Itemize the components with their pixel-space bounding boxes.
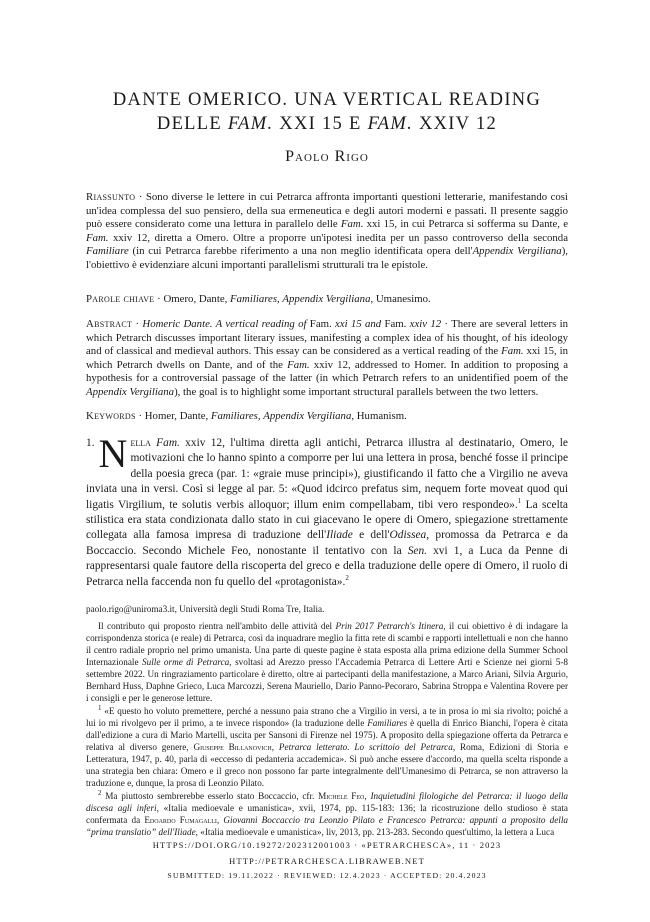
note-author: Edoardo Fumagalli bbox=[144, 815, 217, 825]
keywords-block bbox=[86, 410, 568, 424]
section-number: 1. bbox=[86, 437, 95, 449]
abstract-block bbox=[86, 318, 568, 399]
abstract-italic: xxiv 12 bbox=[409, 318, 442, 330]
body-run: e dell' bbox=[352, 529, 390, 542]
riassunto-text: · Sono diverse le lettere in cui Petrarca affronta importanti questioni letterarie, manifestando così un'idea complessa del suo pensiero, della sua ermeneutica e degli autori moderni e passati. Il presente saggio può essere considerato come una lettura in parallelo delle bbox=[86, 191, 568, 230]
riassunto-label: Riassunto bbox=[86, 191, 136, 203]
body-run: xvi 1, a Luca da Penne di rappresentarsi quale fautore della riscoperta del greco e della traduzione delle opere di Omero, il ruolo di Petrarca nella faccenda non fu quello del «protagonista». bbox=[86, 544, 568, 588]
abstract-text: · There are several letters in which Petrarch discusses important literary issues, manifesting a complex idea of his thought, of his ideology and of classical and medieval authors. This essay can be considered as a vertical reading of the bbox=[86, 318, 568, 357]
abstract-italic: Appendix Vergiliana bbox=[86, 385, 175, 398]
abstract-italic: Fam. bbox=[287, 358, 310, 371]
footnote-number: 1 bbox=[98, 703, 102, 712]
abstract-text: xxiv 12, addressed to Homer. In addition to proposing a hypothesis for a controversial passage of the latter (in which Petrarch refers to an unidentified poem of the bbox=[86, 358, 568, 384]
title-italic: FAM. bbox=[227, 114, 274, 134]
note-italic: Sulle orme di Petrarca bbox=[142, 657, 230, 667]
journal-url: HTTP://PETRARCHESCA.LIBRAWEB.NET bbox=[229, 856, 425, 866]
doi-line: HTTPS://DOI.ORG/10.19272/202312001003 · «PETRARCHESCA», 11 · 2023 bbox=[152, 840, 502, 850]
note-text: , bbox=[364, 791, 371, 801]
abstract-text: xxi 15, in which Petrarch dwells on Dante, and of the bbox=[86, 345, 568, 371]
title-text: DELLE bbox=[156, 114, 228, 134]
abstract-text: Fam. bbox=[306, 318, 335, 330]
submission-dates: SUBMITTED: 19.11.2022 · REVIEWED: 12.4.2023 · ACCEPTED: 20.4.2023 bbox=[167, 871, 487, 880]
keywords-label: Keywords bbox=[86, 410, 136, 422]
note-text: , «Italia medioevale e umanistica», xvii, 1974, pp. 115-183: 136; la ricostruzione dello studioso è stata confermata da bbox=[86, 803, 568, 825]
riassunto-italic: Appendix Vergiliana bbox=[472, 245, 562, 257]
riassunto-text: ), l'obiettivo è evidenziare alcuni importanti parallelismi strutturali tra le epistole. bbox=[86, 245, 568, 271]
footnote-2 bbox=[86, 790, 568, 838]
body-italic: Iliade bbox=[326, 529, 353, 542]
note-text: , Roma, Edizioni di Storia e Letteratura, 1947, p. 40, parla di «eccesso di pedanteria accademica». Si può anche essere d'accordo, ma quella scelta risponde a una strategia ben chiara: Omero e il greco non possono far parte integralmente dell'Umanesimo di Petrarca, se non attraverso la traduzione e, dunque, la prosa di Leonzio Pilato. bbox=[86, 742, 569, 788]
body-lead: ella bbox=[130, 437, 151, 449]
parole-italic: Familiares bbox=[230, 293, 278, 305]
footnote-ref: 1 bbox=[517, 496, 522, 505]
note-text: , bbox=[216, 815, 224, 825]
abstract-label: Abstract bbox=[86, 318, 133, 330]
footnote-ref: 2 bbox=[345, 573, 349, 582]
note-author: Michele Feo bbox=[318, 791, 365, 801]
abstract-text: ), the goal is to highlight some important structural parallels between the two letters. bbox=[174, 385, 539, 398]
abstract-italic: xxi 15 and bbox=[335, 318, 382, 330]
keywords-text: · Homer, Dante, bbox=[135, 410, 211, 422]
note-italic: Familiares bbox=[367, 718, 408, 728]
note-italic: Prin 2017 Petrarch's Itinera bbox=[335, 621, 444, 631]
parole-chiave-block bbox=[86, 293, 568, 307]
keywords-text: , Humanism. bbox=[351, 410, 407, 422]
parole-italic: Appendix Vergiliana bbox=[282, 293, 371, 305]
riassunto-block bbox=[86, 191, 568, 272]
title-italic: FAM. bbox=[367, 114, 414, 134]
riassunto-italic: Familiare bbox=[86, 245, 129, 257]
parole-label: Parole chiave bbox=[86, 293, 155, 305]
body-text bbox=[86, 431, 568, 590]
footnotes bbox=[86, 603, 568, 839]
body-run: xxiv 12, l'ultima diretta agli antichi, Petrarca illustra al destinatario, Omero, le motivazioni che lo hanno spinto a comporre per lui una lettera in prosa, benché fosse il principe della poesia greca (par. 1: «graie muse principi»), giustificando il fatto che a Virgilio ne aveva inviata una in versi. Così si legge al par. 5: «Quod idcirco prefatus sim, nequem forte moveat quod qui ligatis Virgilium, te solutis verbis alloquor; illum enim compellabam, tibi vero respondeo». bbox=[86, 437, 568, 511]
title-line-2 bbox=[86, 112, 568, 136]
drop-cap: N bbox=[98, 431, 128, 476]
title-text: XXIV 12 bbox=[413, 114, 498, 134]
abstract-text: · bbox=[132, 318, 143, 330]
body-paragraph bbox=[86, 431, 568, 590]
note-italic: Petrarca letterato. Lo scrittoio del Petrarca bbox=[278, 742, 453, 752]
parole-text: , Umanesimo. bbox=[370, 293, 431, 305]
note-author: Giuseppe Billanovich bbox=[193, 742, 272, 752]
riassunto-text: (in cui Petrarca farebbe riferimento a una non meglio identificata opera dell' bbox=[128, 245, 473, 257]
parole-text: , bbox=[277, 293, 283, 305]
note-text: Ma piuttosto sembrerebbe esserlo stato Boccaccio, cfr. bbox=[101, 791, 319, 801]
note-text: «E questo ho voluto premettere, perché a nessuno paia strano che a Virgilio in versi, a te in prosa io mi sia rivolto; poiché a lui io mi rivolgevo per il primo, a te invece rispondo» (la traduzione delle bbox=[86, 706, 568, 728]
note-text: , il cui obiettivo è di indagare la corrispondenza storica (e reale) di Petrarca, così da inquadrare meglio la fitta rete di scambi e rapporti intellettuali e non che hanno il centro radiale proprio nel primo umanista. Una parte di queste pagine è stata esposta alla prima edizione della Summer School Internazionale bbox=[86, 621, 568, 667]
title-line-1: DANTE OMERICO. UNA VERTICAL READING bbox=[112, 90, 542, 110]
riassunto-italic: Fam. bbox=[86, 231, 109, 244]
body-italic: Sen. bbox=[407, 544, 428, 557]
note-text: , svoltasi ad Arezzo presso l'Accademia Petrarca di Lettere Arti e Scienze nei giorni 5-8 settembre 2022. Un ringraziamento particolare è diretto, oltre ai partecipanti della manifestazione, a Marco Ariani, Silvia Argurio, Bernhard Huss, Daphne Grieco, Luca Marcozzi, Serena Mauriello, Dario Panno-Pecoraro, Sabrina Stroppa e Valentina Rovere per i consigli e per le generose letture. bbox=[86, 657, 568, 703]
note-text: Il contributo qui proposto rientra nell'ambito delle attività del bbox=[98, 621, 336, 631]
article-title bbox=[86, 88, 568, 136]
riassunto-italic: Fam. bbox=[340, 218, 364, 230]
note-text: , «Italia medioevale e umanistica», liv, 2013, pp. 213-283. Secondo quest'ultimo, la lettera a Luca bbox=[195, 827, 555, 837]
abstract-italic: Fam. bbox=[501, 345, 524, 357]
body-run: , promossa da Petrarca e da Boccaccio. Secondo Michele Feo, nonostante il tentativo con la bbox=[86, 529, 568, 557]
author-name: Paolo Rigo bbox=[285, 148, 369, 165]
footnote-number: 2 bbox=[98, 788, 102, 797]
riassunto-text: xxi 15, in cui Petrarca si sofferma su Dante, e bbox=[363, 218, 569, 230]
note-italic: Inquietudini filologiche del Petrarca: il luogo della discesa agli inferi bbox=[86, 791, 569, 813]
body-run: La scelta stilistica era stata condizionata dallo stato in cui giacevano le opere di Omero, spiegazione strettamente collegata alla famosa impresa di traduzione dell' bbox=[86, 498, 568, 542]
author-contact: paolo.rigo@uniroma3.it, Università degli Studi Roma Tre, Italia. bbox=[86, 604, 325, 614]
note-text: , bbox=[271, 742, 279, 752]
abstract-text: Fam. bbox=[381, 318, 410, 330]
abstract-italic: Homeric Dante. A vertical reading of bbox=[142, 318, 307, 330]
parole-text: · Omero, Dante, bbox=[154, 293, 231, 305]
footnote-1 bbox=[86, 705, 568, 789]
acknowledgement-note bbox=[86, 620, 568, 704]
keywords-italic: Familiares bbox=[210, 410, 258, 422]
riassunto-text: xxiv 12, diretta a Omero. Oltre a proporre un'ipotesi inedita per un passo controverso della seconda bbox=[108, 231, 568, 244]
body-italic: Odissea bbox=[389, 529, 427, 542]
note-italic: Giovanni Boccaccio tra Leonzio Pilato e Francesco Petrarca: appunti a proposito della “prima translatio” dell'Iliade bbox=[86, 815, 568, 837]
body-italic: Fam. bbox=[150, 437, 180, 449]
note-text: è quella di Enrico Bianchi, l'opera è citata dall'edizione a cura di Mario Martelli, uscita per Sansoni di Firenze nel 1975). A proposito della spiegazione offerta da Petrarca e relativa al diverso genere, bbox=[86, 718, 568, 752]
title-text: XXI 15 E bbox=[273, 114, 368, 134]
keywords-text: , bbox=[257, 410, 264, 422]
keywords-italic: Appendix Vergiliana bbox=[263, 410, 352, 422]
